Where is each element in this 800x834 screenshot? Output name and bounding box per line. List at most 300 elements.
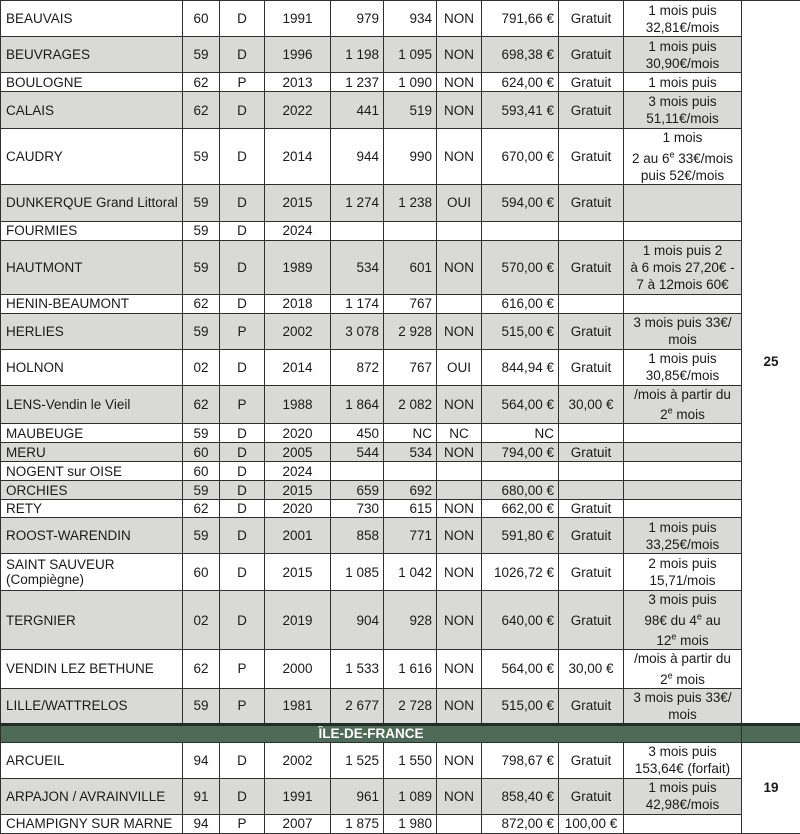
note-line: 3 mois puis 33€/ bbox=[633, 315, 731, 330]
pricing-note-cell bbox=[624, 688, 742, 724]
commune: ARCUEIL bbox=[1, 742, 183, 778]
table-row bbox=[1, 742, 800, 778]
dept-cell: 59 bbox=[183, 424, 220, 443]
commune: RETY bbox=[1, 500, 183, 518]
table-row bbox=[1, 240, 800, 294]
price-cell: 616,00 € bbox=[482, 294, 559, 313]
dept-cell: 60 bbox=[183, 1, 220, 37]
table-row bbox=[1, 1, 800, 37]
dept-cell: 60 bbox=[183, 443, 220, 462]
type-cell: D bbox=[220, 240, 265, 294]
year-cell: 1988 bbox=[265, 385, 331, 424]
year-cell: 2015 bbox=[265, 184, 331, 221]
pricing-note-cell bbox=[624, 294, 742, 313]
table-row bbox=[1, 349, 800, 385]
note-line: 42,98€/mois bbox=[646, 797, 720, 812]
value2-cell bbox=[384, 221, 437, 240]
cost-cell: Gratuit bbox=[559, 778, 624, 814]
dept-cell: 94 bbox=[183, 742, 220, 778]
pricing-note-cell bbox=[624, 221, 742, 240]
region-title: ÎLE-DE-FRANCE bbox=[1, 724, 742, 742]
cost-cell: Gratuit bbox=[559, 554, 624, 591]
value1-cell: 1 085 bbox=[331, 554, 384, 591]
note-line: 2 au 6e 33€/mois bbox=[632, 151, 733, 166]
note-line: 1 mois puis 2 bbox=[643, 243, 723, 258]
commune: HERLIES bbox=[1, 313, 183, 349]
flag-cell: NON bbox=[437, 240, 482, 294]
value2-cell: 519 bbox=[384, 92, 437, 129]
value1-cell: 1 198 bbox=[331, 37, 384, 73]
dept-cell: 02 bbox=[183, 349, 220, 385]
type-cell: D bbox=[220, 37, 265, 73]
price-cell: 594,00 € bbox=[482, 184, 559, 221]
pricing-note-cell bbox=[624, 500, 742, 518]
type-cell: P bbox=[220, 650, 265, 689]
value1-cell: 441 bbox=[331, 92, 384, 129]
flag-cell bbox=[437, 294, 482, 313]
value1-cell: 544 bbox=[331, 443, 384, 462]
flag-cell: NON bbox=[437, 650, 482, 689]
note-line: à 6 mois 27,20€ - bbox=[630, 260, 734, 275]
flag-cell: NON bbox=[437, 129, 482, 185]
value2-cell: 767 bbox=[384, 294, 437, 313]
dept-cell: 62 bbox=[183, 500, 220, 518]
type-cell: D bbox=[220, 1, 265, 37]
note-line: 3 mois puis bbox=[648, 94, 716, 109]
note-line: 30,85€/mois bbox=[646, 368, 720, 383]
flag-cell bbox=[437, 221, 482, 240]
cost-cell bbox=[559, 221, 624, 240]
commune: BOULOGNE bbox=[1, 73, 183, 92]
value1-cell bbox=[331, 221, 384, 240]
price-cell: 564,00 € bbox=[482, 385, 559, 424]
region-title-spacer bbox=[742, 724, 800, 742]
type-cell: D bbox=[220, 443, 265, 462]
value1-cell: 1 237 bbox=[331, 73, 384, 92]
note-line: 1 mois puis bbox=[648, 75, 716, 90]
type-cell: D bbox=[220, 742, 265, 778]
type-cell: P bbox=[220, 385, 265, 424]
value1-cell: 1 875 bbox=[331, 814, 384, 833]
cost-cell: Gratuit bbox=[559, 349, 624, 385]
note-line: 2e mois bbox=[660, 407, 705, 422]
region-count: 19 bbox=[742, 742, 800, 833]
note-line: 1 mois bbox=[663, 130, 703, 145]
commune: HOLNON bbox=[1, 349, 183, 385]
cost-cell: 100,00 € bbox=[559, 814, 624, 833]
dept-cell: 59 bbox=[183, 518, 220, 554]
cost-cell: Gratuit bbox=[559, 92, 624, 129]
note-line: 33,25€/mois bbox=[646, 537, 720, 552]
year-cell: 1989 bbox=[265, 240, 331, 294]
dept-cell: 60 bbox=[183, 462, 220, 481]
cost-cell: Gratuit bbox=[559, 129, 624, 185]
year-cell: 2005 bbox=[265, 443, 331, 462]
type-cell: D bbox=[220, 221, 265, 240]
table-row bbox=[1, 385, 800, 424]
pricing-note-cell bbox=[624, 650, 742, 689]
commune: CAUDRY bbox=[1, 129, 183, 185]
value2-cell: NC bbox=[384, 424, 437, 443]
pricing-note-cell bbox=[624, 591, 742, 650]
pricing-note-cell bbox=[624, 349, 742, 385]
type-cell: P bbox=[220, 313, 265, 349]
flag-cell: OUI bbox=[437, 349, 482, 385]
price-cell: 791,66 € bbox=[482, 1, 559, 37]
commune: CALAIS bbox=[1, 92, 183, 129]
flag-cell: NON bbox=[437, 591, 482, 650]
note-line: 32,81€/mois bbox=[646, 20, 720, 35]
note-line: /mois à partir du bbox=[634, 387, 731, 402]
table-row bbox=[1, 294, 800, 313]
price-cell: 872,00 € bbox=[482, 814, 559, 833]
type-cell: D bbox=[220, 424, 265, 443]
value2-cell bbox=[384, 462, 437, 481]
pricing-note-cell bbox=[624, 240, 742, 294]
commune: SAINT SAUVEUR (Compiègne) bbox=[1, 554, 183, 591]
value2-cell: 767 bbox=[384, 349, 437, 385]
flag-cell: NON bbox=[437, 443, 482, 462]
dept-cell: 59 bbox=[183, 481, 220, 500]
note-line: 30,90€/mois bbox=[646, 56, 720, 71]
value2-cell: 1 550 bbox=[384, 742, 437, 778]
cost-cell: Gratuit bbox=[559, 1, 624, 37]
value1-cell: 3 078 bbox=[331, 313, 384, 349]
price-cell: 591,80 € bbox=[482, 518, 559, 554]
cost-cell bbox=[559, 294, 624, 313]
value1-cell: 1 274 bbox=[331, 184, 384, 221]
region-header-row bbox=[1, 724, 800, 742]
value2-cell: 1 238 bbox=[384, 184, 437, 221]
commune: ROOST-WARENDIN bbox=[1, 518, 183, 554]
cost-cell: Gratuit bbox=[559, 313, 624, 349]
price-cell bbox=[482, 221, 559, 240]
value2-cell: 1 095 bbox=[384, 37, 437, 73]
dept-cell: 62 bbox=[183, 294, 220, 313]
flag-cell: NON bbox=[437, 518, 482, 554]
value1-cell: 1 174 bbox=[331, 294, 384, 313]
note-line: mois bbox=[668, 332, 697, 347]
table-row bbox=[1, 650, 800, 689]
commune: BEUVRAGES bbox=[1, 37, 183, 73]
value2-cell: 615 bbox=[384, 500, 437, 518]
value1-cell: 534 bbox=[331, 240, 384, 294]
value1-cell: 904 bbox=[331, 591, 384, 650]
commune: MAUBEUGE bbox=[1, 424, 183, 443]
year-cell: 2002 bbox=[265, 313, 331, 349]
flag-cell bbox=[437, 481, 482, 500]
commune: CHAMPIGNY SUR MARNE bbox=[1, 814, 183, 833]
note-line: mois bbox=[668, 707, 697, 722]
table-row bbox=[1, 37, 800, 73]
table-row bbox=[1, 313, 800, 349]
cost-cell bbox=[559, 481, 624, 500]
cost-cell: Gratuit bbox=[559, 73, 624, 92]
value2-cell: 928 bbox=[384, 591, 437, 650]
value1-cell bbox=[331, 462, 384, 481]
flag-cell: NON bbox=[437, 500, 482, 518]
year-cell: 2001 bbox=[265, 518, 331, 554]
note-line: 3 mois puis bbox=[648, 744, 716, 759]
dept-cell: 60 bbox=[183, 554, 220, 591]
commune: LENS-Vendin le Vieil bbox=[1, 385, 183, 424]
dept-cell: 59 bbox=[183, 37, 220, 73]
note-line: /mois à partir du bbox=[634, 651, 731, 666]
table-row bbox=[1, 591, 800, 650]
commune: NOGENT sur OISE bbox=[1, 462, 183, 481]
note-line: 12e mois bbox=[656, 633, 708, 648]
price-cell: 670,00 € bbox=[482, 129, 559, 185]
commune: ORCHIES bbox=[1, 481, 183, 500]
flag-cell: NON bbox=[437, 385, 482, 424]
pricing-note-cell bbox=[624, 814, 742, 833]
value2-cell: 934 bbox=[384, 1, 437, 37]
cost-cell: Gratuit bbox=[559, 500, 624, 518]
commune: MERU bbox=[1, 443, 183, 462]
flag-cell: OUI bbox=[437, 184, 482, 221]
year-cell: 2014 bbox=[265, 129, 331, 185]
value1-cell: 2 677 bbox=[331, 688, 384, 724]
dept-cell: 62 bbox=[183, 92, 220, 129]
note-line: 1 mois puis bbox=[648, 39, 716, 54]
price-cell: 844,94 € bbox=[482, 349, 559, 385]
value2-cell: 990 bbox=[384, 129, 437, 185]
value2-cell: 1 089 bbox=[384, 778, 437, 814]
dept-cell: 62 bbox=[183, 73, 220, 92]
note-line: 15,71/mois bbox=[649, 573, 715, 588]
price-cell: 662,00 € bbox=[482, 500, 559, 518]
pricing-note-cell bbox=[624, 1, 742, 37]
type-cell: D bbox=[220, 294, 265, 313]
price-cell: 794,00 € bbox=[482, 443, 559, 462]
type-cell: D bbox=[220, 349, 265, 385]
price-cell: NC bbox=[482, 424, 559, 443]
cost-cell bbox=[559, 424, 624, 443]
year-cell: 2002 bbox=[265, 742, 331, 778]
table-row bbox=[1, 443, 800, 462]
year-cell: 1981 bbox=[265, 688, 331, 724]
year-cell: 2024 bbox=[265, 221, 331, 240]
flag-cell: NON bbox=[437, 554, 482, 591]
year-cell: 2000 bbox=[265, 650, 331, 689]
price-cell: 1026,72 € bbox=[482, 554, 559, 591]
price-cell bbox=[482, 462, 559, 481]
price-cell: 593,41 € bbox=[482, 92, 559, 129]
year-cell: 2015 bbox=[265, 554, 331, 591]
value1-cell: 659 bbox=[331, 481, 384, 500]
value1-cell: 944 bbox=[331, 129, 384, 185]
pricing-note-cell bbox=[624, 184, 742, 221]
year-cell: 2024 bbox=[265, 462, 331, 481]
note-line: 98€ du 4e au bbox=[644, 613, 720, 628]
commune: VENDIN LEZ BETHUNE bbox=[1, 650, 183, 689]
note-line: 1 mois puis bbox=[648, 351, 716, 366]
pricing-note-cell bbox=[624, 73, 742, 92]
note-line: 3 mois puis bbox=[648, 592, 716, 607]
commune: LILLE/WATTRELOS bbox=[1, 688, 183, 724]
commune: TERGNIER bbox=[1, 591, 183, 650]
value2-cell: 692 bbox=[384, 481, 437, 500]
table-row bbox=[1, 221, 800, 240]
value2-cell: 1 980 bbox=[384, 814, 437, 833]
type-cell: D bbox=[220, 500, 265, 518]
price-cell: 858,40 € bbox=[482, 778, 559, 814]
dept-cell: 59 bbox=[183, 313, 220, 349]
table-row bbox=[1, 129, 800, 185]
commune: FOURMIES bbox=[1, 221, 183, 240]
table-row bbox=[1, 688, 800, 724]
cost-cell: Gratuit bbox=[559, 688, 624, 724]
type-cell: D bbox=[220, 184, 265, 221]
flag-cell: NON bbox=[437, 1, 482, 37]
type-cell: D bbox=[220, 518, 265, 554]
price-cell: 624,00 € bbox=[482, 73, 559, 92]
type-cell: D bbox=[220, 591, 265, 650]
year-cell: 2019 bbox=[265, 591, 331, 650]
value1-cell: 450 bbox=[331, 424, 384, 443]
dept-cell: 94 bbox=[183, 814, 220, 833]
cost-cell: Gratuit bbox=[559, 742, 624, 778]
type-cell: D bbox=[220, 481, 265, 500]
pricing-note-cell bbox=[624, 443, 742, 462]
value1-cell: 1 525 bbox=[331, 742, 384, 778]
type-cell: D bbox=[220, 462, 265, 481]
region-count: 25 bbox=[742, 1, 800, 725]
value1-cell: 858 bbox=[331, 518, 384, 554]
price-cell: 515,00 € bbox=[482, 688, 559, 724]
year-cell: 1996 bbox=[265, 37, 331, 73]
pricing-note-cell bbox=[624, 424, 742, 443]
table-row bbox=[1, 424, 800, 443]
pricing-note-cell bbox=[624, 554, 742, 591]
value2-cell: 1 090 bbox=[384, 73, 437, 92]
commune: ARPAJON / AVRAINVILLE bbox=[1, 778, 183, 814]
table-row bbox=[1, 481, 800, 500]
price-cell: 570,00 € bbox=[482, 240, 559, 294]
note-line: 1 mois puis bbox=[648, 520, 716, 535]
pricing-note-cell bbox=[624, 778, 742, 814]
value1-cell: 1 864 bbox=[331, 385, 384, 424]
table-row bbox=[1, 778, 800, 814]
price-cell: 515,00 € bbox=[482, 313, 559, 349]
year-cell: 2014 bbox=[265, 349, 331, 385]
cost-cell bbox=[559, 462, 624, 481]
flag-cell: NON bbox=[437, 688, 482, 724]
value1-cell: 961 bbox=[331, 778, 384, 814]
dept-cell: 59 bbox=[183, 240, 220, 294]
value1-cell: 979 bbox=[331, 1, 384, 37]
price-cell: 564,00 € bbox=[482, 650, 559, 689]
type-cell: D bbox=[220, 129, 265, 185]
dept-cell: 59 bbox=[183, 688, 220, 724]
year-cell: 2020 bbox=[265, 424, 331, 443]
type-cell: D bbox=[220, 778, 265, 814]
cost-cell: 30,00 € bbox=[559, 650, 624, 689]
year-cell: 2020 bbox=[265, 500, 331, 518]
value2-cell: 1 616 bbox=[384, 650, 437, 689]
cost-cell: Gratuit bbox=[559, 240, 624, 294]
year-cell: 1991 bbox=[265, 1, 331, 37]
cost-cell: 30,00 € bbox=[559, 385, 624, 424]
dept-cell: 62 bbox=[183, 650, 220, 689]
cost-cell: Gratuit bbox=[559, 184, 624, 221]
pricing-note-cell bbox=[624, 313, 742, 349]
note-line: puis 52€/mois bbox=[641, 168, 724, 183]
type-cell: P bbox=[220, 814, 265, 833]
note-line: 153,64€ (forfait) bbox=[635, 761, 730, 776]
value2-cell: 601 bbox=[384, 240, 437, 294]
flag-cell bbox=[437, 462, 482, 481]
flag-cell bbox=[437, 814, 482, 833]
note-line: 1 mois puis bbox=[648, 780, 716, 795]
flag-cell: NON bbox=[437, 778, 482, 814]
dept-cell: 02 bbox=[183, 591, 220, 650]
cost-cell: Gratuit bbox=[559, 443, 624, 462]
note-line: 3 mois puis 33€/ bbox=[633, 690, 731, 705]
price-cell: 798,67 € bbox=[482, 742, 559, 778]
type-cell: P bbox=[220, 73, 265, 92]
note-line: 2 mois puis bbox=[648, 556, 716, 571]
table-row bbox=[1, 814, 800, 833]
pricing-note-cell bbox=[624, 385, 742, 424]
pricing-note-cell bbox=[624, 92, 742, 129]
flag-cell: NON bbox=[437, 742, 482, 778]
price-cell: 680,00 € bbox=[482, 481, 559, 500]
type-cell: D bbox=[220, 554, 265, 591]
value2-cell: 2 928 bbox=[384, 313, 437, 349]
flag-cell: NON bbox=[437, 92, 482, 129]
note-line: 2e mois bbox=[660, 672, 705, 687]
commune: HAUTMONT bbox=[1, 240, 183, 294]
note-line: 7 à 12mois 60€ bbox=[636, 277, 728, 292]
price-cell: 698,38 € bbox=[482, 37, 559, 73]
type-cell: D bbox=[220, 92, 265, 129]
flag-cell: NC bbox=[437, 424, 482, 443]
dept-cell: 59 bbox=[183, 221, 220, 240]
value2-cell: 2 728 bbox=[384, 688, 437, 724]
dept-cell: 62 bbox=[183, 385, 220, 424]
pricing-note-cell bbox=[624, 742, 742, 778]
table-row bbox=[1, 184, 800, 221]
year-cell: 2018 bbox=[265, 294, 331, 313]
table-row bbox=[1, 92, 800, 129]
dept-cell: 59 bbox=[183, 184, 220, 221]
value1-cell: 1 533 bbox=[331, 650, 384, 689]
table-row bbox=[1, 462, 800, 481]
note-line: 1 mois puis bbox=[648, 3, 716, 18]
dept-cell: 91 bbox=[183, 778, 220, 814]
year-cell: 2013 bbox=[265, 73, 331, 92]
type-cell: P bbox=[220, 688, 265, 724]
commune: BEAUVAIS bbox=[1, 1, 183, 37]
pricing-note-cell bbox=[624, 37, 742, 73]
table-row bbox=[1, 73, 800, 92]
pricing-note-cell bbox=[624, 129, 742, 185]
year-cell: 2022 bbox=[265, 92, 331, 129]
cost-cell: Gratuit bbox=[559, 37, 624, 73]
value2-cell: 2 082 bbox=[384, 385, 437, 424]
year-cell: 2007 bbox=[265, 814, 331, 833]
pricing-note-cell bbox=[624, 462, 742, 481]
cost-cell: Gratuit bbox=[559, 518, 624, 554]
flag-cell: NON bbox=[437, 37, 482, 73]
price-cell: 640,00 € bbox=[482, 591, 559, 650]
value2-cell: 1 042 bbox=[384, 554, 437, 591]
year-cell: 1991 bbox=[265, 778, 331, 814]
pricing-note-cell bbox=[624, 481, 742, 500]
flag-cell: NON bbox=[437, 313, 482, 349]
value2-cell: 771 bbox=[384, 518, 437, 554]
